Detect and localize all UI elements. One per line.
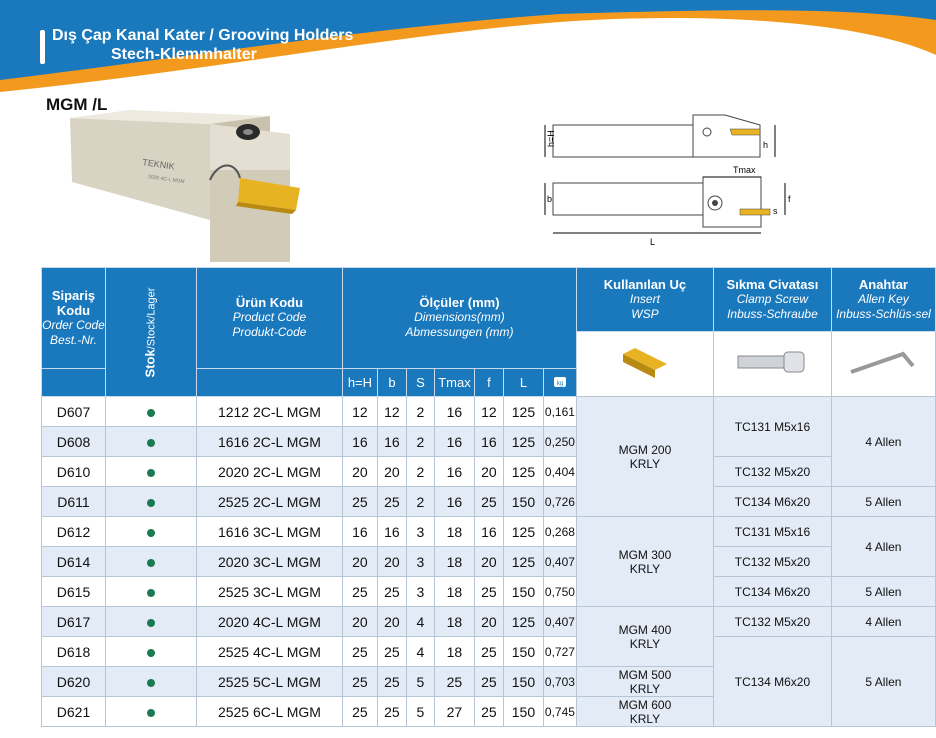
table-cell: 20 xyxy=(377,547,406,577)
hdr-tmax: Tmax xyxy=(434,368,474,396)
table-cell: 20 xyxy=(377,457,406,487)
table-cell: 2 xyxy=(406,487,434,517)
table-row xyxy=(42,397,936,427)
key-5allen-c: 5 Allen xyxy=(831,637,935,727)
table-cell: 2 xyxy=(406,457,434,487)
table-cell: 2525 3C-L MGM xyxy=(196,577,342,607)
table-cell: 25 xyxy=(474,637,503,667)
table-cell: 3 xyxy=(406,577,434,607)
col-stok: Stok/Stock/Lager xyxy=(106,268,197,397)
table-cell: 2525 5C-L MGM xyxy=(196,667,342,697)
col-siparis: Sipariş Kodu Order Code Best.-Nr. xyxy=(42,268,106,369)
table-cell: D615 xyxy=(42,577,106,607)
hdr-sub-blank2 xyxy=(196,368,342,396)
page-title: Dış Çap Kanal Kater / Grooving Holders xyxy=(52,27,354,44)
table-cell: 20 xyxy=(474,607,503,637)
table-row xyxy=(42,517,936,547)
hdr-l: L xyxy=(503,368,543,396)
table-cell: 16 xyxy=(474,517,503,547)
table-cell: 18 xyxy=(434,637,474,667)
key-4allen-b: 4 Allen xyxy=(831,517,935,577)
svg-text:kg: kg xyxy=(556,380,564,387)
table-cell: 3 xyxy=(406,517,434,547)
col-urun: Ürün Kodu Product Code Produkt-Code xyxy=(196,268,342,369)
cell-code: D607 xyxy=(42,397,106,427)
insert-mgm400: MGM 400 KRLY xyxy=(576,607,713,667)
model-label: MGM /L xyxy=(46,95,108,114)
table-cell xyxy=(106,697,197,727)
cell-hH: 12 xyxy=(342,397,377,427)
cell-b: 12 xyxy=(377,397,406,427)
table-cell: 150 xyxy=(503,577,543,607)
table-cell: 25 xyxy=(434,667,474,697)
screw-tc132-a: TC132 M5x20 xyxy=(713,457,831,487)
table-cell: 16 xyxy=(377,517,406,547)
table-cell: 2020 4C-L MGM xyxy=(196,607,342,637)
label-f: f xyxy=(788,194,791,204)
table-cell: 25 xyxy=(342,637,377,667)
screw-tc134-b: TC134 M6x20 xyxy=(713,577,831,607)
table-cell: 25 xyxy=(377,637,406,667)
table-cell: 0,703 xyxy=(543,667,576,697)
table-cell xyxy=(106,637,197,667)
label-h: h xyxy=(763,140,769,150)
insert-mgm500: MGM 500 KRLY xyxy=(576,667,713,697)
insert-image xyxy=(576,332,713,397)
screw-tc131-b: TC131 M5x16 xyxy=(713,517,831,547)
table-row xyxy=(42,457,936,487)
product-brand: TEKNIK xyxy=(141,157,176,172)
table-cell: 25 xyxy=(377,697,406,727)
hdr-f: f xyxy=(474,368,503,396)
technical-drawing xyxy=(535,105,795,250)
table-cell: 150 xyxy=(503,487,543,517)
table-cell: 0,250 xyxy=(543,427,576,457)
table-cell: 125 xyxy=(503,427,543,457)
table-cell: 20 xyxy=(474,457,503,487)
table-cell: 18 xyxy=(434,607,474,637)
table-cell xyxy=(106,667,197,697)
table-cell: 16 xyxy=(342,427,377,457)
table-cell: 2525 4C-L MGM xyxy=(196,637,342,667)
table-cell: 2 xyxy=(406,427,434,457)
table-cell: 18 xyxy=(434,517,474,547)
table-cell: D610 xyxy=(42,457,106,487)
cell-l: 125 xyxy=(503,397,543,427)
table-cell: D618 xyxy=(42,637,106,667)
header-accent-bar xyxy=(40,30,45,64)
table-cell: 20 xyxy=(342,607,377,637)
cell-kg: 0,161 xyxy=(543,397,576,427)
table-cell: 16 xyxy=(434,487,474,517)
table-cell: D612 xyxy=(42,517,106,547)
hdr-b: b xyxy=(377,368,406,396)
cell-s: 2 xyxy=(406,397,434,427)
table-cell: 25 xyxy=(377,667,406,697)
hdr-hH: h=H xyxy=(342,368,377,396)
screw-tc132-c: TC132 M5x20 xyxy=(713,607,831,637)
table-cell: D621 xyxy=(42,697,106,727)
table-cell: 25 xyxy=(377,487,406,517)
table-cell: 5 xyxy=(406,667,434,697)
screw-image xyxy=(713,332,831,397)
col-anahtar: Anahtar Allen Key Inbuss-Schlüs-sel xyxy=(831,268,935,332)
table-cell: 0,407 xyxy=(543,547,576,577)
table-cell xyxy=(106,487,197,517)
table-cell: 25 xyxy=(377,577,406,607)
table-cell: 3 xyxy=(406,547,434,577)
product-image xyxy=(60,110,300,265)
table-cell: D620 xyxy=(42,667,106,697)
table-cell: 2525 2C-L MGM xyxy=(196,487,342,517)
label-hH: h=H xyxy=(546,130,556,147)
table-cell xyxy=(106,547,197,577)
table-cell: 0,404 xyxy=(543,457,576,487)
table-cell: 25 xyxy=(342,577,377,607)
hdr-weight-icon xyxy=(543,368,576,396)
col-olculer: Ölçüler (mm) Dimensions(mm) Abmessungen (mm) xyxy=(342,268,576,369)
hdr-s: S xyxy=(406,368,434,396)
table-cell: D614 xyxy=(42,547,106,577)
table-cell: 2020 3C-L MGM xyxy=(196,547,342,577)
table-row xyxy=(42,637,936,667)
product-marking: 2020 4C-L MGM xyxy=(147,174,185,186)
table-cell: 150 xyxy=(503,667,543,697)
table-cell xyxy=(106,577,197,607)
table-cell: 5 xyxy=(406,697,434,727)
screw-tc131-a: TC131 M5x16 xyxy=(713,397,831,457)
label-s: s xyxy=(773,206,778,216)
hdr-sub-blank xyxy=(42,368,106,396)
table-cell: 1616 3C-L MGM xyxy=(196,517,342,547)
table-cell: 25 xyxy=(474,697,503,727)
label-tmax: Tmax xyxy=(733,165,756,175)
table-cell: 16 xyxy=(474,427,503,457)
header-banner xyxy=(0,0,936,105)
table-cell: 0,407 xyxy=(543,607,576,637)
table-cell: 150 xyxy=(503,637,543,667)
stock-dot xyxy=(147,409,155,417)
table-cell: 16 xyxy=(342,517,377,547)
table-cell: 25 xyxy=(342,667,377,697)
screw-tc134-c: TC134 M6x20 xyxy=(713,637,831,727)
table-cell xyxy=(106,607,197,637)
label-l: L xyxy=(650,237,656,247)
table-cell: 18 xyxy=(434,577,474,607)
table-cell: 125 xyxy=(503,517,543,547)
cell-f: 12 xyxy=(474,397,503,427)
grooving-holder-table xyxy=(41,267,936,727)
table-cell: 25 xyxy=(474,577,503,607)
table-cell: 16 xyxy=(377,427,406,457)
table-cell: 125 xyxy=(503,607,543,637)
table-cell: 20 xyxy=(377,607,406,637)
table-cell: 0,726 xyxy=(543,487,576,517)
table-cell: 4 xyxy=(406,637,434,667)
table-cell: 1616 2C-L MGM xyxy=(196,427,342,457)
screw-tc132-b: TC132 M5x20 xyxy=(713,547,831,577)
table-cell: 25 xyxy=(342,487,377,517)
table-cell: 0,745 xyxy=(543,697,576,727)
table-cell xyxy=(106,457,197,487)
table-cell: 125 xyxy=(503,457,543,487)
col-uc: Kullanılan Uç Insert WSP xyxy=(576,268,713,332)
table-cell: D611 xyxy=(42,487,106,517)
table-row xyxy=(42,547,936,577)
table-cell: 20 xyxy=(342,457,377,487)
table-cell: 25 xyxy=(474,667,503,697)
table-cell xyxy=(106,427,197,457)
table-cell: 18 xyxy=(434,547,474,577)
table-cell: D617 xyxy=(42,607,106,637)
label-b: b xyxy=(547,194,553,204)
table-cell: 0,727 xyxy=(543,637,576,667)
insert-mgm200: MGM 200 KRLY xyxy=(576,397,713,517)
table-cell: D608 xyxy=(42,427,106,457)
cell-product: 1212 2C-L MGM xyxy=(196,397,342,427)
col-civata: Sıkma Civatası Clamp Screw Inbuss-Schraube xyxy=(713,268,831,332)
key-5allen-a: 5 Allen xyxy=(831,487,935,517)
table-cell: 27 xyxy=(434,697,474,727)
table-cell: 0,268 xyxy=(543,517,576,547)
insert-mgm300: MGM 300 KRLY xyxy=(576,517,713,607)
table-row xyxy=(42,487,936,517)
table-cell: 125 xyxy=(503,547,543,577)
table-cell: 2020 2C-L MGM xyxy=(196,457,342,487)
table-cell: 20 xyxy=(342,547,377,577)
page-subtitle: Stech-Klemmhalter xyxy=(111,46,257,63)
table-cell xyxy=(106,517,197,547)
key-5allen-b: 5 Allen xyxy=(831,577,935,607)
key-4allen-a: 4 Allen xyxy=(831,397,935,487)
table-cell: 150 xyxy=(503,697,543,727)
screw-tc134-a: TC134 M6x20 xyxy=(713,487,831,517)
table-cell: 16 xyxy=(434,457,474,487)
cell-stock xyxy=(106,397,197,427)
table-cell: 25 xyxy=(342,697,377,727)
insert-mgm600: MGM 600 KRLY xyxy=(576,697,713,727)
table-cell: 0,750 xyxy=(543,577,576,607)
table-cell: 4 xyxy=(406,607,434,637)
table-cell: 25 xyxy=(474,487,503,517)
key-image xyxy=(831,332,935,397)
key-4allen-c: 4 Allen xyxy=(831,607,935,637)
table-cell: 16 xyxy=(434,427,474,457)
table-cell: 20 xyxy=(474,547,503,577)
table-row xyxy=(42,607,936,637)
cell-tmax: 16 xyxy=(434,397,474,427)
table-cell: 2525 6C-L MGM xyxy=(196,697,342,727)
table-row xyxy=(42,577,936,607)
